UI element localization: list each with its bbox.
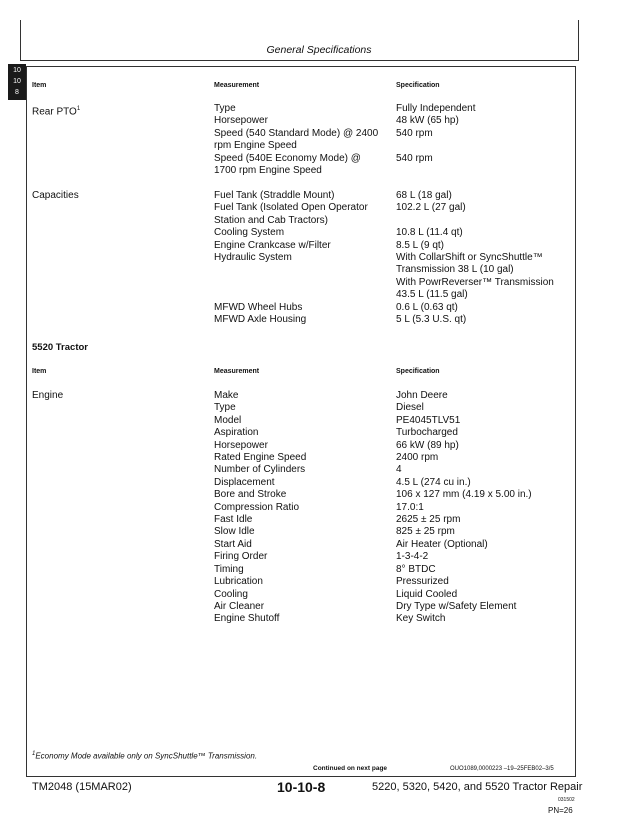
tab-page: 8 — [15, 89, 19, 96]
header-bottom-rule — [20, 60, 579, 61]
rear-pto-footnote-marker: 1 — [76, 106, 81, 112]
engine-measurements: Make Type Model Aspiration Horsepower Rated Engine Speed Number of Cylinders Displacement Bore and Stroke Compression Ratio Fast Idle Slow Idle Start Aid Firing Order Timing Lubrication Cooling Air Cleaner Engine Shutoff — [214, 390, 307, 625]
item-rear-pto — [32, 103, 80, 119]
section-title-5520: 5520 Tractor — [32, 342, 88, 353]
item-engine: Engine — [32, 390, 64, 401]
rear-pto-specifications: Fully Independent 48 kW (65 hp) 540 rpm 540 rpm — [396, 103, 476, 164]
col-measurement-header-2: Measurement — [214, 368, 260, 375]
pn-number: PN=26 — [548, 806, 573, 815]
item-capacities: Capacities — [32, 190, 79, 201]
manual-number: TM2048 (15MAR02) — [32, 781, 132, 793]
col-measurement-header: Measurement — [214, 82, 260, 89]
tab-group: 10 — [13, 67, 21, 74]
rear-pto-measurements: Type Horsepower Speed (540 Standard Mode) @ 2400 rpm Engine Speed Speed (540E Economy Mode) @ 1700 rpm Engine Speed — [214, 103, 379, 177]
manual-title: 5220, 5320, 5420, and 5520 Tractor Repair — [372, 781, 583, 793]
footnote — [32, 751, 257, 761]
page-header-title: General Specifications — [266, 44, 372, 56]
date-code: 031502 — [558, 797, 575, 803]
col-specification-header: Specification — [396, 82, 440, 89]
capacities-specifications: 68 L (18 gal) 102.2 L (27 gal) 10.8 L (11.4 qt) 8.5 L (9 qt) With CollarShift or SyncShuttle™ Transmission 38 L (10 gal) With PowrReverser™ Transmission 43.5 L (11.5 gal) 0.6 L (0.63 qt) 5 L (5.3 U.S. qt) — [396, 190, 554, 326]
header-right-rule — [578, 20, 579, 60]
col-specification-header-2: Specification — [396, 368, 440, 375]
footnote-text: Economy Mode available only on SyncShuttle™ Transmission. — [35, 751, 258, 761]
header-left-rule — [20, 20, 21, 60]
tab-section: 10 — [13, 78, 21, 85]
rear-pto-label: Rear PTO — [32, 106, 77, 118]
reference-code: OUO1089,0000223 –19–25FEB02–3/5 — [450, 766, 554, 772]
engine-specifications: John Deere Diesel PE4045TLV51 Turbocharged 66 kW (89 hp) 2400 rpm 4 4.5 L (274 cu in.) 106 x 127 mm (4.19 x 5.00 in.) 17.0:1 2625 ± 25 rpm 825 ± 25 rpm Air Heater (Optional) 1-3-4-2 8° BTDC Pressurized Liquid Cooled Dry Type w/Safety Element Key Switch — [396, 390, 532, 625]
continued-note: Continued on next page — [313, 765, 388, 772]
col-item-header-2: Item — [32, 368, 47, 375]
page-number: 10-10-8 — [277, 779, 326, 795]
section-tab — [8, 64, 26, 100]
col-item-header: Item — [32, 82, 47, 89]
footnote-marker: 1 — [32, 751, 36, 757]
capacities-measurements: Fuel Tank (Straddle Mount) Fuel Tank (Isolated Open Operator Station and Cab Tractors) Cooling System Engine Crankcase w/Filter Hydraulic System MFWD Wheel Hubs MFWD Axle Housing — [214, 190, 368, 326]
